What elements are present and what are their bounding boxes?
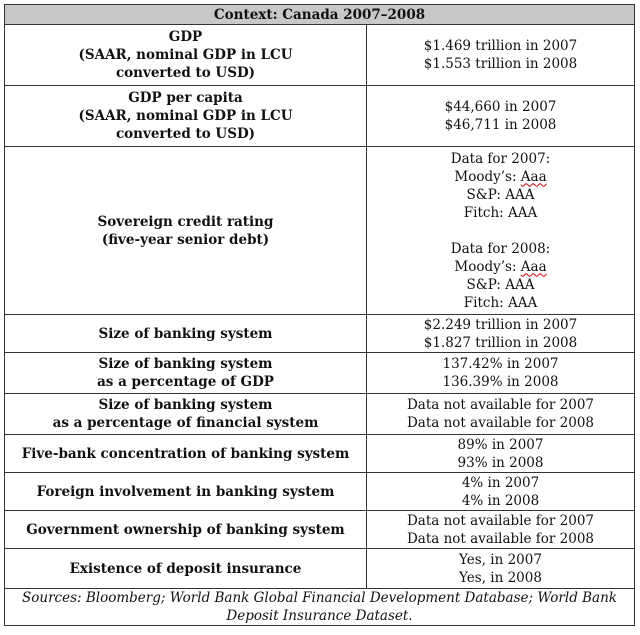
table-title: Context: Canada 2007–2008 <box>5 5 635 25</box>
sources-note: Sources: Bloomberg; World Bank Global Financial Development Database; World Bank Deposit Insurance Dataset. <box>5 589 635 626</box>
value-line: Data for 2008: <box>450 240 551 257</box>
context-table <box>4 4 635 626</box>
row-value <box>367 511 635 549</box>
rating-agency: Moody’s: <box>454 168 521 185</box>
value-line: S&P: AAA <box>466 276 535 293</box>
label-line: Size of banking system <box>98 356 273 372</box>
value-line: $1.469 trillion in 2007 <box>423 38 578 54</box>
value-line: Fitch: AAA <box>463 294 538 311</box>
label-line: converted to USD) <box>115 126 256 142</box>
table-row-banking-size <box>5 315 635 353</box>
row-label <box>5 511 367 549</box>
value-line: Data not available for 2007 <box>406 512 595 529</box>
sources-row <box>5 589 635 626</box>
value-line: 4% in 2008 <box>461 492 540 509</box>
value-line: 4% in 2007 <box>461 474 540 491</box>
row-label <box>5 147 367 315</box>
rating-value: Aaa <box>520 168 547 185</box>
value-line <box>371 168 630 186</box>
row-value <box>367 473 635 511</box>
label-line: Five-bank concentration of banking system <box>21 445 350 462</box>
table-row-deposit-insurance <box>5 549 635 589</box>
row-label <box>5 25 367 86</box>
value-line: Yes, in 2007 <box>459 551 542 568</box>
label-line: (five-year senior debt) <box>101 231 270 248</box>
row-value <box>367 25 635 86</box>
row-value <box>367 86 635 147</box>
label-line: Sovereign credit rating <box>97 213 274 230</box>
row-label <box>5 435 367 473</box>
table-row-five-bank-concentration <box>5 435 635 473</box>
row-value <box>367 147 635 315</box>
row-value <box>367 394 635 435</box>
table-row-banking-pct-financial <box>5 394 635 435</box>
value-line: 136.39% in 2008 <box>442 374 559 390</box>
label-line: Government ownership of banking system <box>26 521 345 538</box>
value-line: 137.42% in 2007 <box>442 356 559 372</box>
value-line: $2.249 trillion in 2007 <box>423 316 578 333</box>
label-line: Size of banking system <box>98 325 273 342</box>
row-label <box>5 394 367 435</box>
row-label <box>5 86 367 147</box>
value-line: Fitch: AAA <box>463 204 538 221</box>
rating-agency: Moody’s: <box>454 258 521 275</box>
label-line: Existence of deposit insurance <box>69 560 302 577</box>
table-row-gdp-per-capita <box>5 86 635 147</box>
value-line: Data for 2007: <box>450 150 551 167</box>
row-value <box>367 549 635 589</box>
rating-value: Aaa <box>520 258 547 275</box>
value-line: Yes, in 2008 <box>459 569 542 586</box>
label-line: converted to USD) <box>115 65 256 81</box>
label-line: as a percentage of financial system <box>52 415 319 431</box>
value-line: $1.827 trillion in 2008 <box>423 334 578 351</box>
label-line: as a percentage of GDP <box>97 374 274 390</box>
table-row-sovereign-rating <box>5 147 635 315</box>
spacer <box>371 222 630 240</box>
value-line: Data not available for 2007 <box>406 397 595 413</box>
row-label <box>5 549 367 589</box>
row-value <box>367 315 635 353</box>
table-row-government-ownership <box>5 511 635 549</box>
label-line: (SAAR, nominal GDP in LCU <box>78 108 293 124</box>
table-row-banking-pct-gdp <box>5 353 635 394</box>
value-line: Data not available for 2008 <box>406 530 595 547</box>
value-line: $1.553 trillion in 2008 <box>423 56 578 72</box>
label-line: Foreign involvement in banking system <box>36 483 335 500</box>
row-value <box>367 353 635 394</box>
label-line: Size of banking system <box>98 397 273 413</box>
table-title-row <box>5 5 635 25</box>
label-line: GDP per capita <box>128 90 243 106</box>
table-row-foreign-involvement <box>5 473 635 511</box>
table-row-gdp <box>5 25 635 86</box>
value-line: S&P: AAA <box>466 186 535 203</box>
value-line: 89% in 2007 <box>457 436 544 453</box>
row-label <box>5 473 367 511</box>
label-line: GDP <box>168 29 203 45</box>
row-label <box>5 353 367 394</box>
value-line: 93% in 2008 <box>457 454 544 471</box>
value-line: $46,711 in 2008 <box>444 117 557 133</box>
row-value <box>367 435 635 473</box>
row-label <box>5 315 367 353</box>
value-line: $44,660 in 2007 <box>444 99 557 115</box>
label-line: (SAAR, nominal GDP in LCU <box>78 47 293 63</box>
value-line: Data not available for 2008 <box>406 415 595 431</box>
value-line <box>371 258 630 276</box>
